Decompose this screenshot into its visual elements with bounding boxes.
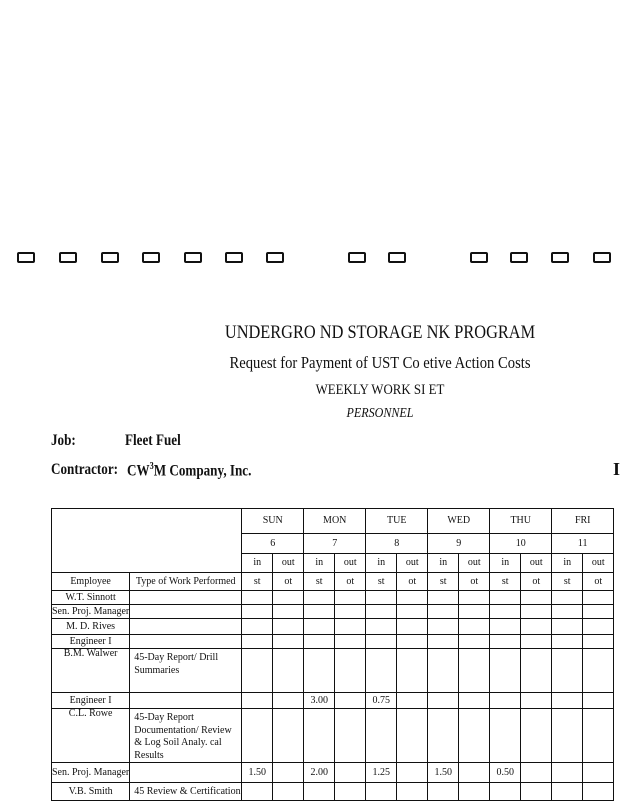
hours-cell	[335, 783, 366, 801]
day-date: 9	[428, 534, 490, 554]
hours-cell	[583, 783, 614, 801]
hours-cell: 0.75	[366, 693, 397, 709]
table-row	[52, 709, 614, 763]
out-label: out	[521, 554, 552, 573]
employee-rows	[52, 591, 614, 801]
hours-cell	[273, 763, 304, 783]
day-date: 8	[366, 534, 428, 554]
hours-cell	[459, 591, 490, 605]
day-name: FRI	[552, 509, 614, 534]
work-sheet-table	[51, 508, 614, 801]
table-row	[52, 591, 614, 605]
st-label: st	[304, 573, 335, 591]
sheet-title: WEEKLY WORK SI ET	[315, 382, 445, 398]
hours-cell	[490, 605, 521, 619]
work-type-cell: 45-Day Report Documentation/ Review & Log Soil Analy. cal Results	[130, 709, 242, 763]
hours-cell	[428, 591, 459, 605]
employee-cell: M. D. Rives	[52, 619, 130, 635]
work-type-cell	[130, 591, 242, 605]
day-date: 11	[552, 534, 614, 554]
program-title: UNDERGRO ND STORAGE NK PROGRAM	[224, 322, 536, 343]
punch-hole	[348, 252, 366, 263]
st-label: st	[428, 573, 459, 591]
hours-cell	[490, 591, 521, 605]
contractor-label: Contractor:	[51, 461, 119, 478]
hours-cell	[552, 649, 583, 693]
hours-cell	[459, 619, 490, 635]
punch-hole	[59, 252, 77, 263]
employee-cell: W.T. Sinnott	[52, 591, 130, 605]
hours-cell	[583, 763, 614, 783]
hours-cell	[397, 635, 428, 649]
hours-cell	[521, 709, 552, 763]
employee-cell: Engineer I	[52, 635, 130, 649]
work-type-cell: 45 Review & Certification	[130, 783, 242, 801]
hours-cell	[428, 605, 459, 619]
hours-cell	[397, 649, 428, 693]
hours-cell	[335, 619, 366, 635]
punch-hole-strip	[0, 252, 618, 272]
hours-cell	[273, 693, 304, 709]
st-label: st	[552, 573, 583, 591]
hours-cell	[397, 619, 428, 635]
hours-cell	[521, 763, 552, 783]
work-type-cell	[130, 605, 242, 619]
out-label: out	[335, 554, 366, 573]
punch-hole	[225, 252, 243, 263]
hours-cell: 0.50	[490, 763, 521, 783]
hours-cell	[242, 649, 273, 693]
hours-cell	[397, 783, 428, 801]
hours-cell	[273, 619, 304, 635]
hours-cell	[366, 591, 397, 605]
out-label: out	[273, 554, 304, 573]
hours-cell	[242, 783, 273, 801]
hours-cell	[583, 591, 614, 605]
hours-cell	[397, 591, 428, 605]
job-value: Fleet Fuel	[125, 432, 181, 449]
punch-hole	[593, 252, 611, 263]
in-label: in	[428, 554, 459, 573]
hours-cell	[459, 635, 490, 649]
out-label: out	[459, 554, 490, 573]
hours-cell	[583, 649, 614, 693]
punch-hole	[510, 252, 528, 263]
ot-label: ot	[521, 573, 552, 591]
type-of-work-header: Type of Work Performed	[130, 573, 242, 591]
punch-hole	[470, 252, 488, 263]
st-label: st	[366, 573, 397, 591]
hours-cell	[490, 635, 521, 649]
hours-cell: 1.50	[428, 763, 459, 783]
work-type-cell: 45-Day Report/ Drill Summaries	[130, 649, 242, 693]
column-header-row	[52, 573, 614, 591]
hours-cell	[304, 783, 335, 801]
hours-cell	[428, 693, 459, 709]
ot-label: ot	[397, 573, 428, 591]
hours-cell	[366, 709, 397, 763]
hours-cell	[459, 783, 490, 801]
hours-cell	[583, 619, 614, 635]
hours-cell	[304, 635, 335, 649]
hours-cell	[335, 591, 366, 605]
employee-cell: B.M. Walwer	[52, 649, 130, 693]
in-label: in	[304, 554, 335, 573]
hours-cell	[521, 591, 552, 605]
hours-cell	[335, 635, 366, 649]
hours-cell	[583, 693, 614, 709]
hours-cell	[521, 619, 552, 635]
hours-cell	[490, 783, 521, 801]
day-name: THU	[490, 509, 552, 534]
day-date: 10	[490, 534, 552, 554]
hours-cell	[428, 619, 459, 635]
day-date: 6	[242, 534, 304, 554]
hours-cell	[490, 709, 521, 763]
work-type-cell	[130, 619, 242, 635]
hours-cell: 3.00	[304, 693, 335, 709]
hours-cell	[273, 591, 304, 605]
hours-cell	[459, 709, 490, 763]
hours-cell	[304, 591, 335, 605]
hours-cell	[242, 693, 273, 709]
employee-cell: C.L. Rowe	[52, 709, 130, 763]
hours-cell	[335, 605, 366, 619]
in-label: in	[366, 554, 397, 573]
hours-cell	[273, 649, 304, 693]
job-label: Job:	[51, 432, 76, 449]
hours-cell	[583, 709, 614, 763]
hours-cell	[459, 693, 490, 709]
hours-cell	[242, 591, 273, 605]
employee-cell: Sen. Proj. Manager	[52, 763, 130, 783]
hours-cell	[242, 635, 273, 649]
day-name-row	[52, 509, 614, 534]
hours-cell	[552, 591, 583, 605]
hours-cell	[366, 783, 397, 801]
in-label: in	[242, 554, 273, 573]
hours-cell	[335, 709, 366, 763]
day-name: MON	[304, 509, 366, 534]
hours-cell	[521, 783, 552, 801]
hours-cell	[366, 649, 397, 693]
out-label: out	[397, 554, 428, 573]
punch-hole	[388, 252, 406, 263]
table-row	[52, 763, 614, 783]
hours-cell	[490, 619, 521, 635]
hours-cell	[335, 693, 366, 709]
day-name: SUN	[242, 509, 304, 534]
hours-cell	[521, 693, 552, 709]
hours-cell	[521, 605, 552, 619]
punch-hole	[266, 252, 284, 263]
employee-cell: Sen. Proj. Manager	[52, 605, 130, 617]
hours-cell	[552, 709, 583, 763]
employee-cell: V.B. Smith	[52, 783, 130, 801]
out-label: out	[583, 554, 614, 573]
work-type-cell	[130, 635, 242, 649]
table-row	[52, 619, 614, 635]
st-label: st	[242, 573, 273, 591]
hours-cell	[552, 763, 583, 783]
day-name: TUE	[366, 509, 428, 534]
hours-cell	[366, 605, 397, 619]
punch-hole	[184, 252, 202, 263]
hours-cell	[428, 783, 459, 801]
st-label: st	[490, 573, 521, 591]
table-row	[52, 635, 614, 649]
hours-cell	[242, 605, 273, 619]
employee-cell: Engineer I	[52, 693, 130, 709]
work-type-cell	[130, 693, 242, 709]
table-row	[52, 649, 614, 693]
ot-label: ot	[583, 573, 614, 591]
hours-cell	[366, 619, 397, 635]
hours-cell	[304, 649, 335, 693]
hours-cell	[273, 605, 304, 619]
hours-cell	[583, 605, 614, 619]
hours-cell	[459, 763, 490, 783]
hours-cell	[397, 709, 428, 763]
hours-cell	[428, 709, 459, 763]
in-label: in	[552, 554, 583, 573]
hours-cell	[304, 709, 335, 763]
table-row	[52, 605, 614, 619]
hours-cell	[552, 635, 583, 649]
hours-cell	[428, 635, 459, 649]
hours-cell	[304, 605, 335, 619]
hours-cell: 2.00	[304, 763, 335, 783]
hours-cell	[428, 649, 459, 693]
ot-label: ot	[273, 573, 304, 591]
request-title: Request for Payment of UST Co etive Action Costs	[229, 353, 531, 372]
hours-cell	[304, 619, 335, 635]
hours-cell	[552, 619, 583, 635]
hours-cell	[242, 709, 273, 763]
day-name: WED	[428, 509, 490, 534]
hours-cell	[335, 649, 366, 693]
section-title: PERSONNEL	[346, 406, 414, 421]
table-row	[52, 693, 614, 709]
hours-cell	[459, 605, 490, 619]
hours-cell	[552, 693, 583, 709]
hours-cell	[552, 605, 583, 619]
hours-cell	[366, 635, 397, 649]
contractor-value: $CW^3M$ Company, Inc.	[127, 461, 252, 480]
employee-header: Employee	[52, 573, 130, 591]
hours-cell	[521, 635, 552, 649]
hours-cell: 1.50	[242, 763, 273, 783]
hours-cell	[273, 709, 304, 763]
hours-cell	[459, 649, 490, 693]
hours-cell	[335, 763, 366, 783]
work-type-cell	[130, 763, 242, 783]
hours-cell	[397, 763, 428, 783]
hours-cell	[521, 649, 552, 693]
hours-cell	[490, 649, 521, 693]
table-row	[52, 783, 614, 801]
hours-cell	[242, 619, 273, 635]
day-date: 7	[304, 534, 366, 554]
ot-label: ot	[459, 573, 490, 591]
hours-cell	[397, 605, 428, 619]
in-out-row	[52, 554, 614, 573]
hours-cell	[273, 635, 304, 649]
hours-cell	[273, 783, 304, 801]
hours-cell: 1.25	[366, 763, 397, 783]
punch-hole	[551, 252, 569, 263]
hours-cell	[490, 693, 521, 709]
hours-cell	[552, 783, 583, 801]
hours-cell	[397, 693, 428, 709]
punch-hole	[142, 252, 160, 263]
cut-off-letter: I	[612, 459, 620, 479]
punch-hole	[17, 252, 35, 263]
in-label: in	[490, 554, 521, 573]
punch-hole	[101, 252, 119, 263]
hours-cell	[583, 635, 614, 649]
ot-label: ot	[335, 573, 366, 591]
